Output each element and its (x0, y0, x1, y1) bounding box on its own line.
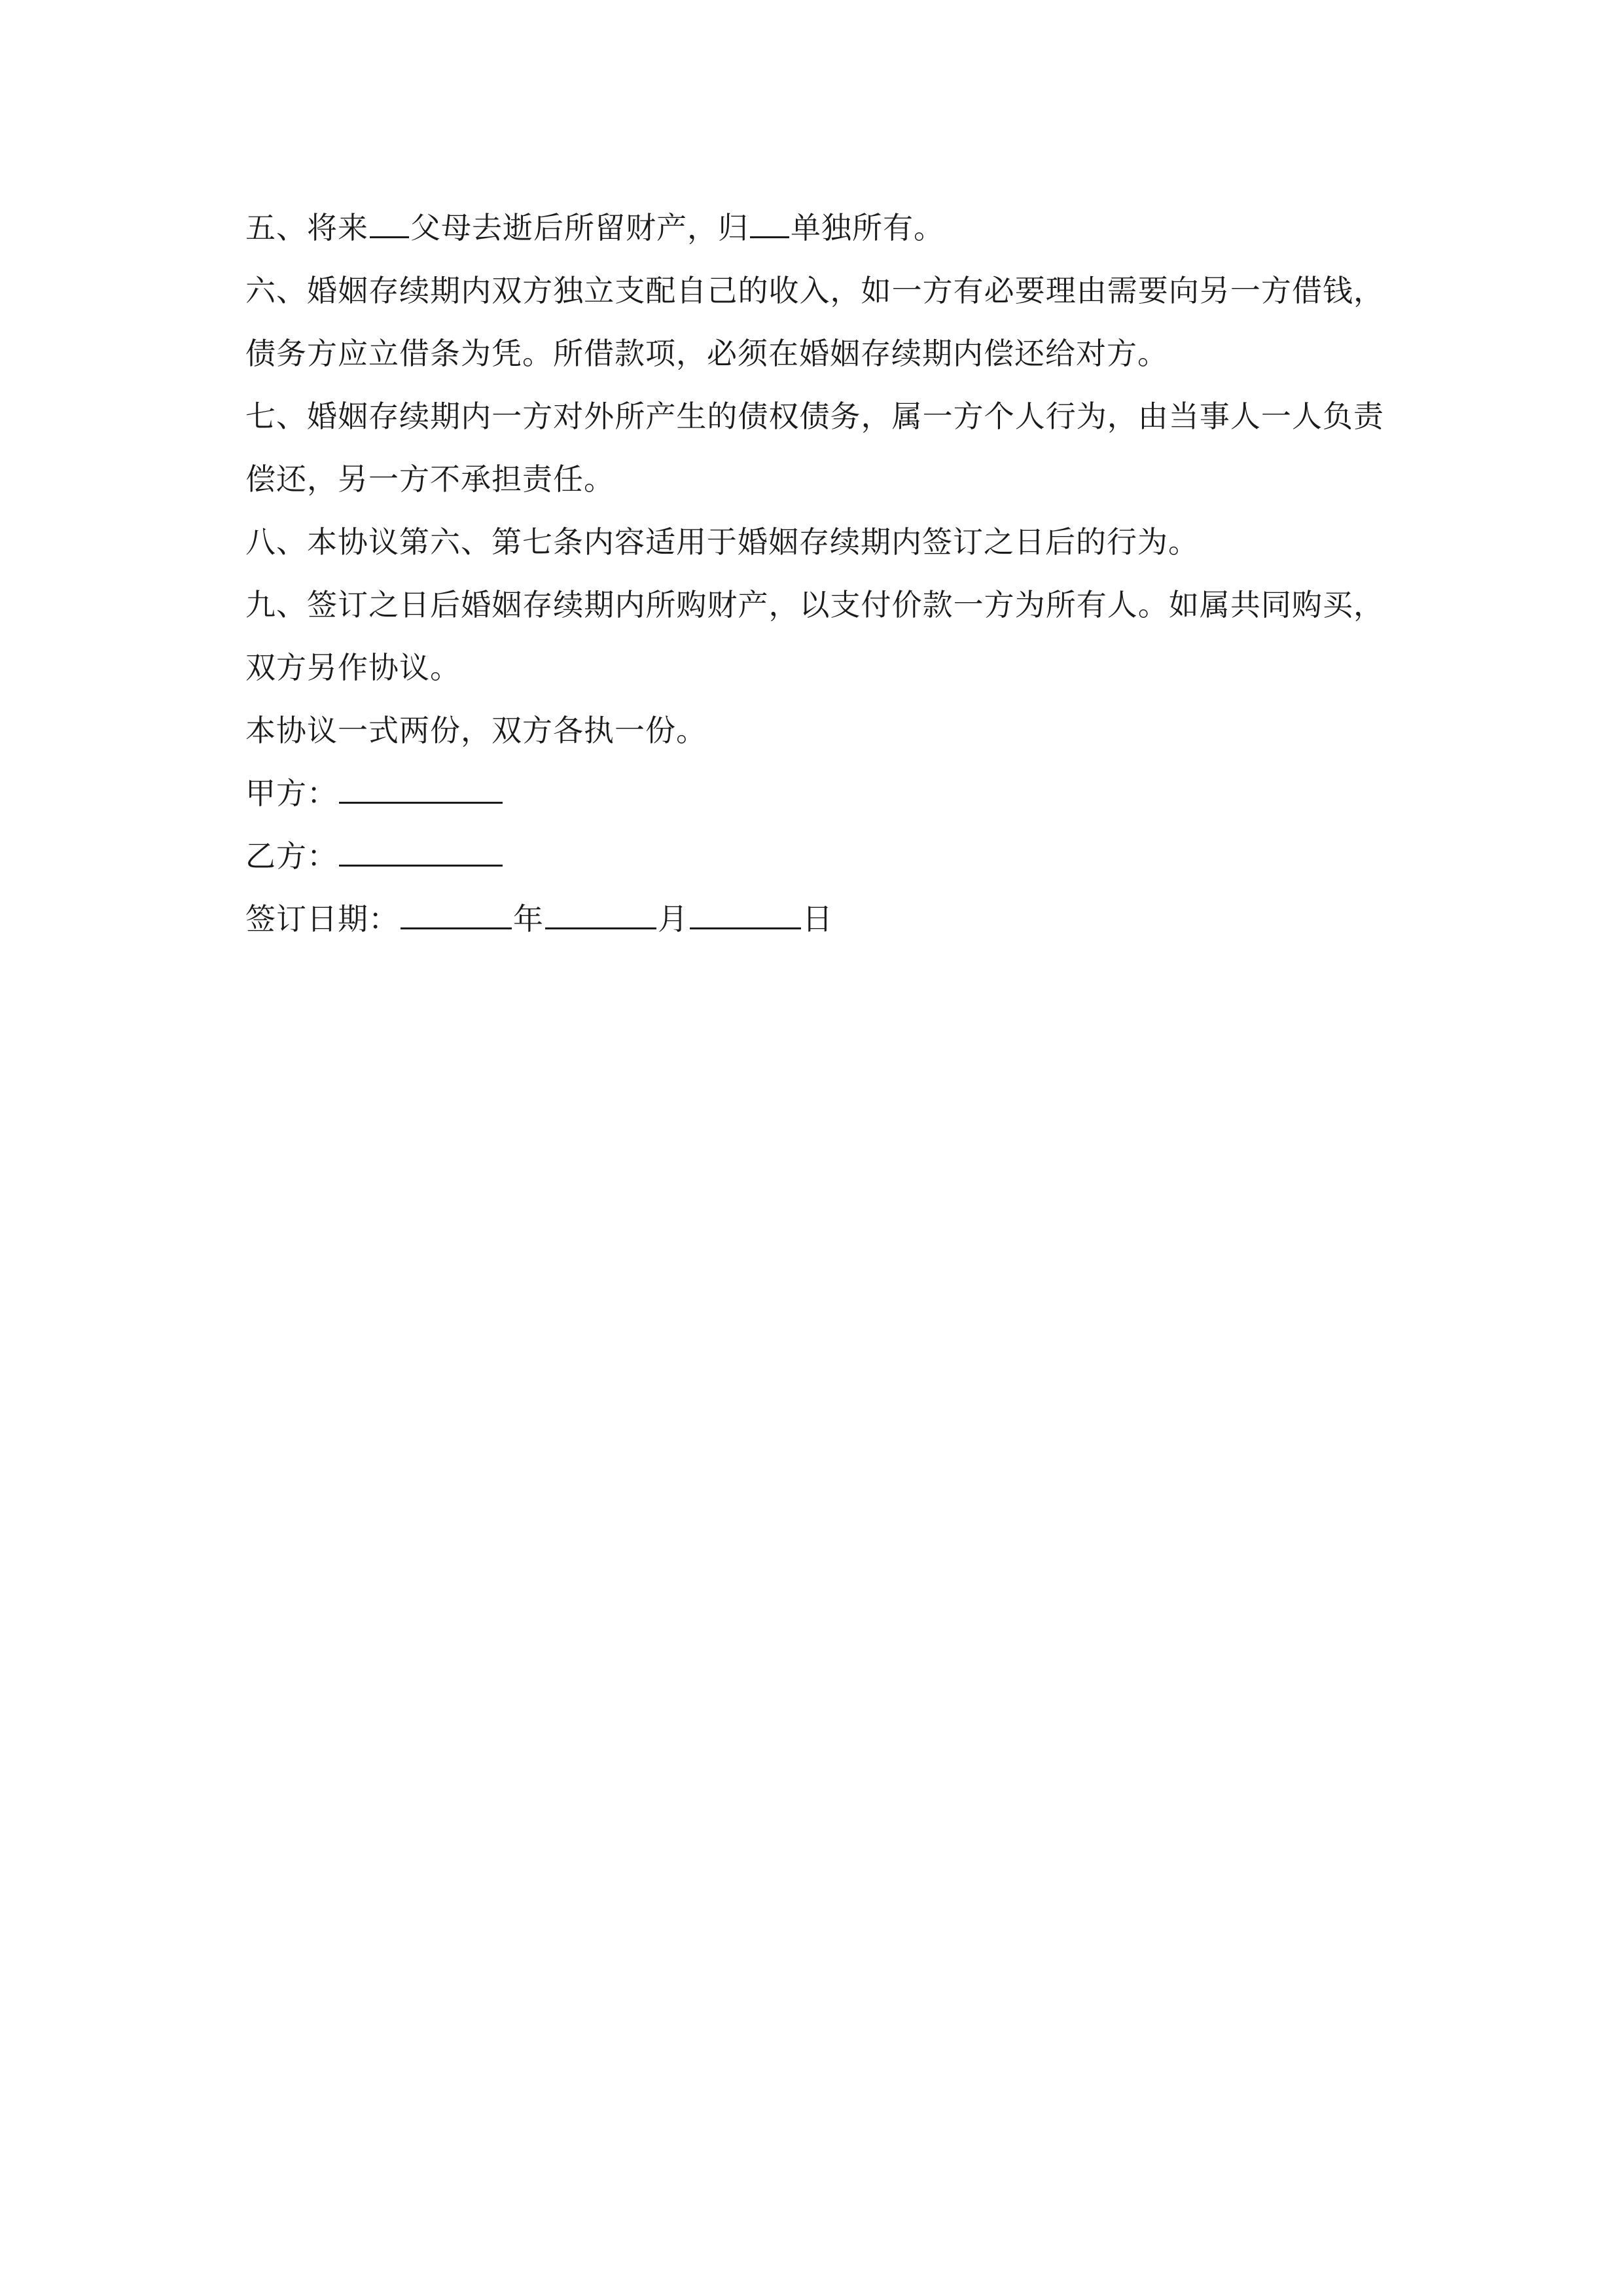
clause-six: 六、婚姻存续期内双方独立支配自己的收入，如一方有必要理由需要向另一方借钱，债务方应立借条为凭。所借款项，必须在婚姻存续期内偿还给对方。 (245, 273, 1384, 371)
clause-seven: 七、婚姻存续期内一方对外所产生的债权债务，属一方个人行为，由当事人一人负责偿还，另一方不承担责任。 (245, 399, 1384, 497)
party-a-blank (339, 776, 503, 804)
clause-five (245, 196, 1384, 259)
month-blank (545, 901, 656, 929)
party-b-signature (245, 825, 1384, 888)
party-a-signature (245, 762, 1384, 825)
year-label: 年 (513, 901, 544, 937)
day-blank (690, 901, 801, 929)
party-a-label: 甲方： (245, 776, 338, 811)
clause-five-suffix: 单独所有。 (791, 210, 944, 245)
clause-five-mid: 父母去逝后所留财产，归 (410, 210, 749, 245)
clause-five-prefix: 五、将来 (245, 210, 368, 245)
signing-date (245, 888, 1384, 950)
year-blank (401, 901, 512, 929)
day-label: 日 (802, 901, 833, 937)
agreement-body (245, 196, 1384, 950)
clause-eight: 八、本协议第六、第七条内容适用于婚姻存续期内签订之日后的行为。 (245, 524, 1199, 560)
clause-nine: 九、签订之日后婚姻存续期内所购财产，以支付价款一方为所有人。如属共同购买，双方另作协议。 (245, 587, 1384, 685)
blank-line (370, 210, 409, 238)
blank-line (750, 210, 789, 238)
party-b-blank (339, 838, 503, 867)
month-label: 月 (658, 901, 688, 937)
date-label: 签订日期： (245, 901, 399, 937)
closing-statement: 本协议一式两份，双方各执一份。 (245, 713, 707, 748)
party-b-label: 乙方： (245, 838, 338, 874)
